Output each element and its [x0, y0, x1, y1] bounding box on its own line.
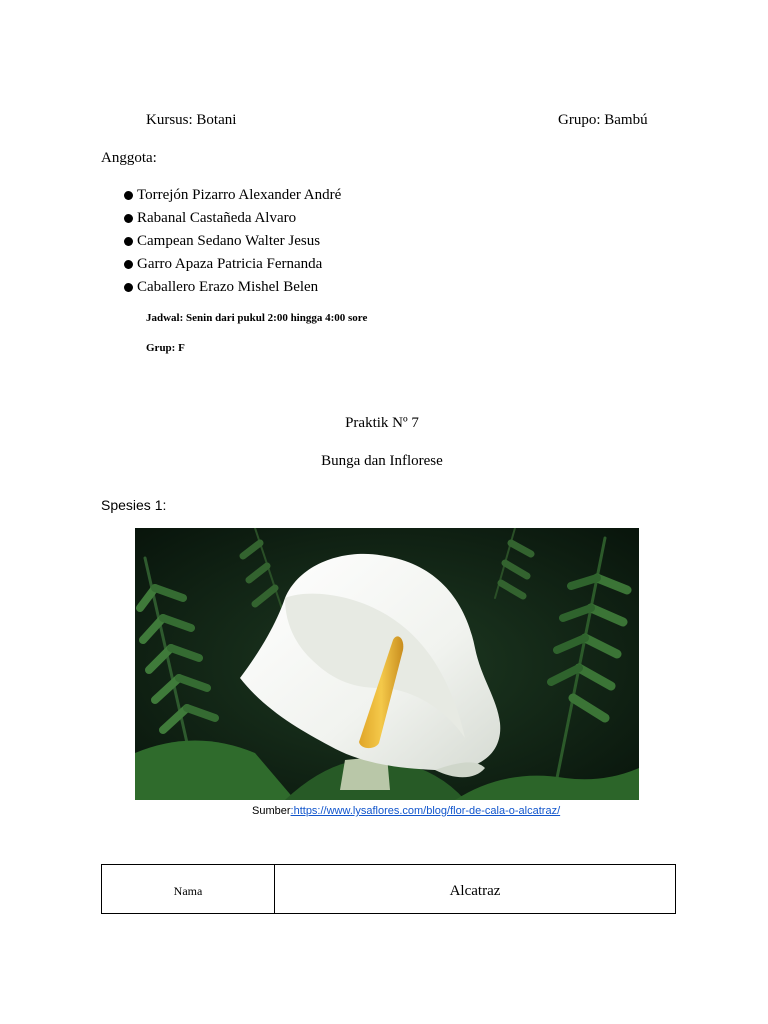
- list-item: [123, 278, 341, 301]
- group-name-label: Grupo: Bambú: [558, 112, 648, 128]
- source-label: Sumber: [252, 805, 291, 817]
- member-name: Rabanal Castañeda Alvaro: [137, 210, 297, 226]
- member-name: Caballero Erazo Mishel Belen: [137, 279, 319, 295]
- group-text: Grup: F: [146, 342, 185, 354]
- member-name: Torrejón Pizarro Alexander André: [137, 187, 342, 203]
- list-item: [123, 255, 341, 278]
- table-value-cell: Alcatraz: [275, 865, 676, 914]
- member-name: Garro Apaza Patricia Fernanda: [137, 256, 323, 272]
- calla-lily-photo: [135, 528, 639, 800]
- bullet-icon: [124, 237, 133, 246]
- list-item: [123, 186, 341, 209]
- course-label: Kursus: Botani: [146, 112, 237, 128]
- image-source: [252, 805, 560, 817]
- bullet-icon: [124, 283, 133, 292]
- member-name: Campean Sedano Walter Jesus: [137, 233, 321, 249]
- species-heading: Spesies 1:: [101, 497, 167, 513]
- bullet-icon: [124, 260, 133, 269]
- table-key-cell: Nama: [102, 865, 275, 914]
- table-row: [102, 865, 676, 914]
- source-link[interactable]: :https://www.lysaflores.com/blog/flor-de-cala-o-alcatraz/: [290, 805, 561, 817]
- list-item: [123, 209, 341, 232]
- schedule-text: Jadwal: Senin dari pukul 2:00 hingga 4:00 sore: [146, 312, 368, 324]
- practice-number: Praktik Nº 7: [345, 415, 419, 431]
- member-list: [123, 186, 341, 301]
- practice-topic: Bunga dan Inflorese: [321, 453, 443, 469]
- list-item: [123, 232, 341, 255]
- members-heading: Anggota:: [101, 150, 157, 166]
- bullet-icon: [124, 214, 133, 223]
- species-table: [101, 864, 676, 914]
- bullet-icon: [124, 191, 133, 200]
